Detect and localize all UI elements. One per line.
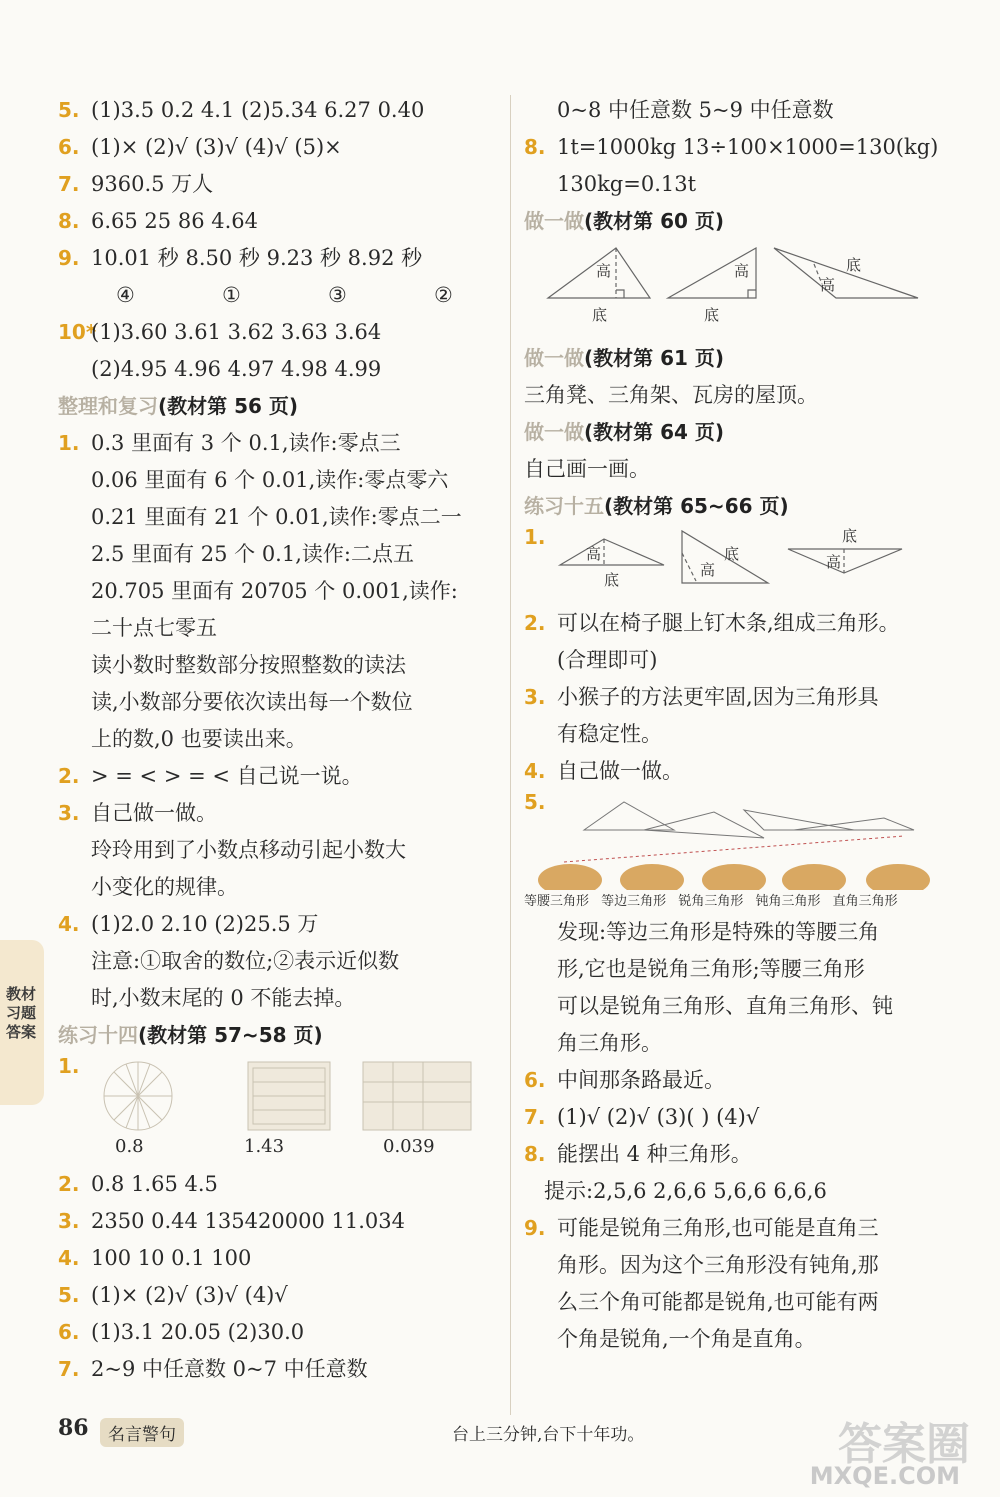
answer-line	[524, 1247, 954, 1284]
answer-text: 能摆出 4 种三角形。	[557, 1142, 752, 1166]
answer-text: 发现:等边三角形是特殊的等腰三角	[557, 920, 880, 944]
question-number: 2.	[58, 764, 80, 788]
answer-text: 2350 0.44 135420000 11.034	[91, 1209, 405, 1233]
question-number: 1.	[58, 431, 80, 455]
answer-line	[58, 758, 498, 795]
answer-text: 100 10 0.1 100	[91, 1246, 252, 1270]
answer-text: 可能是锐角三角形,也可能是直角三	[557, 1216, 879, 1240]
answer-line	[58, 166, 498, 203]
question-number: 2.	[58, 1172, 80, 1196]
svg-text:高: 高	[734, 262, 750, 280]
triangle-diagram	[524, 240, 934, 335]
right-column	[524, 92, 954, 1358]
question-number: 8.	[524, 1142, 546, 1166]
exercise-15-q1-figure: 1. 高 底 底 高 底 高	[524, 525, 954, 605]
answer-line	[524, 1210, 954, 1247]
answer-text: 时,小数末尾的 0 不能去掉。	[91, 986, 356, 1010]
answer-text: 个角是锐角,一个角是直角。	[557, 1327, 816, 1351]
watermark-url: MXQE.COM	[809, 1462, 960, 1490]
answer-text: 2~9 中任意数 0~7 中任意数	[91, 1357, 368, 1381]
answer-text: 0.8 1.65 4.5	[91, 1172, 218, 1196]
answer-line	[58, 1314, 498, 1351]
question-number: 6.	[58, 1320, 80, 1344]
answer-text: 可以是锐角三角形、直角三角形、钝	[557, 994, 893, 1018]
answer-text: 上的数,0 也要读出来。	[91, 727, 307, 751]
answer-line	[58, 943, 498, 980]
svg-text:高: 高	[820, 276, 836, 294]
answer-line	[524, 642, 954, 679]
answer-line	[58, 573, 498, 610]
hills-diagram	[524, 790, 954, 890]
answer-text: 三角凳、三角架、瓦房的屋顶。	[524, 383, 818, 407]
answer-text: 自己做一做。	[557, 759, 683, 783]
answer-line	[58, 462, 498, 499]
answer-text: 6.65 25 86 4.64	[91, 209, 258, 233]
question-number: 7.	[58, 172, 80, 196]
answer-line	[58, 1166, 498, 1203]
answer-10b: (2)4.95 4.96 4.97 4.98 4.99	[91, 357, 382, 381]
answer-text: 小变化的规律。	[91, 875, 238, 899]
answer-line	[524, 1025, 954, 1062]
answer-line	[524, 1284, 954, 1321]
answer-line	[58, 1203, 498, 1240]
answer-line	[524, 914, 954, 951]
answer-line	[524, 716, 954, 753]
answer-line	[58, 869, 498, 906]
ant-paths-figure: 5. 等腰三角形 等边三角形 锐角三角形 钝角三角形 直角三角形	[524, 790, 954, 914]
question-number: 6.	[524, 1068, 546, 1092]
question-number: 8.	[58, 209, 80, 233]
answer-text: 么三个角可能都是锐角,也可能有两	[557, 1290, 879, 1314]
section-heading: 做一做(教材第 61 页)	[524, 346, 725, 370]
triangle-diagram-2	[524, 525, 944, 603]
watermark-logo: 答案圈	[838, 1419, 970, 1470]
answer-line	[58, 832, 498, 869]
answer-text: 注意:①取舍的数位;②表示近似数	[91, 949, 400, 973]
question-number: 7.	[58, 1357, 80, 1381]
answer-line	[524, 166, 954, 203]
answer-text: 提示:2,5,6 2,6,6 5,6,6 6,6,6	[544, 1179, 827, 1203]
section-heading: 做一做(教材第 60 页)	[524, 209, 725, 233]
answer-line	[524, 1136, 954, 1173]
answer-line	[524, 129, 954, 166]
answer-text: 自己画一画。	[524, 457, 650, 481]
answer-text: 2.5 里面有 25 个 0.1,读作:二点五	[91, 542, 414, 566]
question-number: 4.	[58, 912, 80, 936]
section-heading: 练习十五(教材第 65~66 页)	[524, 494, 789, 518]
svg-text:高: 高	[596, 262, 612, 280]
answer-text: 形,它也是锐角三角形;等腰三角形	[557, 957, 865, 981]
answer-line	[58, 240, 498, 277]
answer-text: 可以在椅子腿上钉木条,组成三角形。	[557, 611, 900, 635]
answer-line	[58, 647, 498, 684]
answer-text: 中间那条路最近。	[557, 1068, 725, 1092]
svg-text:高: 高	[586, 545, 602, 563]
question-number: 4.	[524, 759, 546, 783]
answer-line	[524, 92, 954, 129]
answer-text: (1)3.1 20.05 (2)30.0	[91, 1320, 305, 1344]
answer-line	[58, 425, 498, 462]
answer-text: 0.3 里面有 3 个 0.1,读作:零点三	[91, 431, 401, 455]
answer-line	[524, 951, 954, 988]
footer-quote: 台上三分钟,台下十年功。	[452, 1425, 645, 1445]
answer-text: 0~8 中任意数 5~9 中任意数	[557, 98, 834, 122]
answer-text: 10.01 秒 8.50 秒 9.23 秒 8.92 秒	[91, 246, 423, 270]
question-number: 3.	[58, 1209, 80, 1233]
answer-line	[58, 721, 498, 758]
answer-text: 小猴子的方法更牢固,因为三角形具	[557, 685, 879, 709]
triangle-heights-figure	[524, 240, 954, 340]
question-number: 6.	[58, 135, 80, 159]
left-column	[58, 92, 498, 1388]
circle-rank-row: ④ ① ③ ②	[116, 283, 453, 307]
answer-line	[58, 1240, 498, 1277]
answer-text: (1)2.0 2.10 (2)25.5 万	[91, 912, 319, 936]
question-number: 7.	[524, 1105, 546, 1129]
question-number: 2.	[524, 611, 546, 635]
answer-text: 角形。因为这个三角形没有钝角,那	[557, 1253, 879, 1277]
answer-line	[524, 988, 954, 1025]
svg-text:底: 底	[724, 545, 740, 563]
answer-text: 读,小数部分要依次读出每一个数位	[91, 690, 413, 714]
answer-text: 有稳定性。	[557, 722, 662, 746]
svg-text:底: 底	[846, 256, 862, 274]
answer-10a: 10*(1)3.60 3.61 3.62 3.63 3.64	[58, 320, 382, 344]
answer-line	[58, 610, 498, 647]
svg-text:底: 底	[704, 306, 720, 324]
answer-line	[58, 906, 498, 943]
answer-text: > = < > = < 自己说一说。	[91, 764, 363, 788]
answer-text: 读小数时整数部分按照整数的读法	[91, 653, 406, 677]
answer-text: 130kg=0.13t	[557, 172, 697, 196]
answer-line	[524, 605, 954, 642]
answer-line	[58, 92, 498, 129]
answer-text: (1)× (2)√ (3)√ (4)√ (5)×	[91, 135, 342, 159]
answer-line	[58, 684, 498, 721]
answer-text: (1)√ (2)√ (3)( ) (4)√	[557, 1105, 760, 1129]
answer-line	[524, 1099, 954, 1136]
answer-text: (1)3.5 0.2 4.1 (2)5.34 6.27 0.40	[91, 98, 425, 122]
question-number: 8.	[524, 135, 546, 159]
svg-text:底: 底	[592, 306, 608, 324]
answer-line	[524, 1173, 954, 1210]
svg-text:底: 底	[604, 571, 620, 589]
question-number: 3.	[524, 685, 546, 709]
svg-text:高: 高	[700, 561, 716, 579]
answer-line	[58, 795, 498, 832]
section-heading: 整理和复习(教材第 56 页)	[58, 394, 299, 418]
question-number: 9.	[524, 1216, 546, 1240]
question-number: 5.	[58, 98, 80, 122]
answer-text: 20.705 里面有 20705 个 0.001,读作:	[91, 579, 458, 603]
sidebar-tab: 教材习题答案	[0, 940, 44, 1105]
answer-text: 角三角形。	[557, 1031, 662, 1055]
question-number: 3.	[58, 801, 80, 825]
fraction-figures: 1. 0.8 1.43 0.039	[58, 1054, 498, 1166]
answer-text: (1)× (2)√ (3)√ (4)√	[91, 1283, 288, 1307]
answer-text: 1t=1000kg 13÷100×1000=130(kg)	[557, 135, 939, 159]
answer-line	[58, 1277, 498, 1314]
answer-line	[58, 203, 498, 240]
answer-line	[58, 129, 498, 166]
answer-text: 0.06 里面有 6 个 0.01,读作:零点零六	[91, 468, 449, 492]
answer-line	[58, 536, 498, 573]
question-number: 4.	[58, 1246, 80, 1270]
decimal-diagram	[58, 1054, 488, 1134]
answer-line	[58, 499, 498, 536]
section-heading: 做一做(教材第 64 页)	[524, 420, 725, 444]
answer-line	[58, 1351, 498, 1388]
answer-line	[524, 679, 954, 716]
page-number: 86	[58, 1415, 89, 1441]
answer-text: 9360.5 万人	[91, 172, 214, 196]
answer-text: (合理即可)	[557, 648, 658, 672]
section-heading: 练习十四(教材第 57~58 页)	[58, 1023, 323, 1047]
answer-text: 玲玲用到了小数点移动引起小数大	[91, 838, 406, 862]
answer-text: 自己做一做。	[91, 801, 217, 825]
answer-line	[524, 1062, 954, 1099]
answer-line	[524, 753, 954, 790]
answer-line	[58, 980, 498, 1017]
answer-text: 二十点七零五	[91, 616, 217, 640]
question-number: 5.	[58, 1283, 80, 1307]
answer-text: 0.21 里面有 21 个 0.01,读作:零点二一	[91, 505, 462, 529]
answer-line	[524, 1321, 954, 1358]
svg-text:底: 底	[842, 527, 858, 545]
quote-tag: 名言警句	[100, 1418, 184, 1447]
question-number: 9.	[58, 246, 80, 270]
svg-text:高: 高	[826, 553, 842, 571]
